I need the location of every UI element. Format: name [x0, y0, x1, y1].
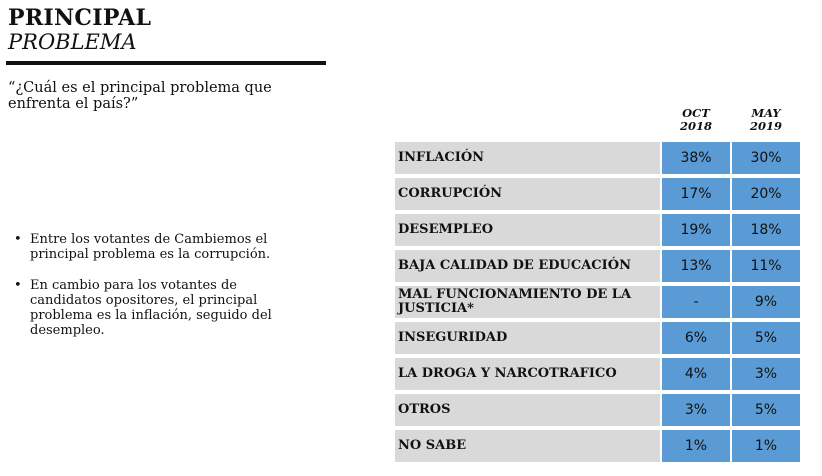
value-oct-2018: 4%: [662, 358, 730, 390]
value-oct-2018: 13%: [662, 250, 730, 282]
column-header-year: 2018: [679, 119, 712, 133]
column-header-oct-2018: [662, 107, 730, 133]
title-main: PRINCIPAL: [8, 5, 152, 31]
column-header-year: 2019: [749, 119, 782, 133]
value-may-2019: 20%: [732, 178, 800, 210]
finding-item: • Entre los votantes de Cambiemos el principal problema es la corrupción.: [12, 232, 272, 262]
value-may-2019: 11%: [732, 250, 800, 282]
column-header-may-2019: [732, 107, 800, 133]
value-may-2019: 3%: [732, 358, 800, 390]
value-oct-2018: 38%: [662, 142, 730, 174]
row-label: BAJA CALIDAD DE EDUCACIÓN: [395, 250, 660, 282]
row-label: OTROS: [395, 394, 660, 426]
value-may-2019: 9%: [732, 286, 800, 318]
row-label: DESEMPLEO: [395, 214, 660, 246]
findings-list: [12, 232, 272, 354]
row-label: CORRUPCIÓN: [395, 178, 660, 210]
finding-item: • En cambio para los votantes de candidatos opositores, el principal problema es la inflación, seguido del desempleo.: [12, 278, 272, 338]
value-oct-2018: 17%: [662, 178, 730, 210]
column-header-month: MAY: [751, 106, 781, 120]
row-label: LA DROGA Y NARCOTRAFICO: [395, 358, 660, 390]
column-header-month: OCT: [682, 106, 710, 120]
value-may-2019: 30%: [732, 142, 800, 174]
title-divider: [6, 61, 326, 65]
row-label: MAL FUNCIONAMIENTO DE LA JUSTICIA*: [395, 286, 660, 318]
value-may-2019: 1%: [732, 430, 800, 462]
value-may-2019: 5%: [732, 394, 800, 426]
value-oct-2018: 3%: [662, 394, 730, 426]
value-oct-2018: -: [662, 286, 730, 318]
page-title: [8, 6, 151, 54]
title-sub: PROBLEMA: [8, 30, 137, 54]
value-may-2019: 18%: [732, 214, 800, 246]
value-oct-2018: 6%: [662, 322, 730, 354]
row-label: INSEGURIDAD: [395, 322, 660, 354]
value-may-2019: 5%: [732, 322, 800, 354]
value-oct-2018: 1%: [662, 430, 730, 462]
row-label: NO SABE: [395, 430, 660, 462]
value-oct-2018: 19%: [662, 214, 730, 246]
row-label: INFLACIÓN: [395, 142, 660, 174]
survey-question: “¿Cuál es el principal problema que enfrenta el país?”: [8, 80, 272, 112]
